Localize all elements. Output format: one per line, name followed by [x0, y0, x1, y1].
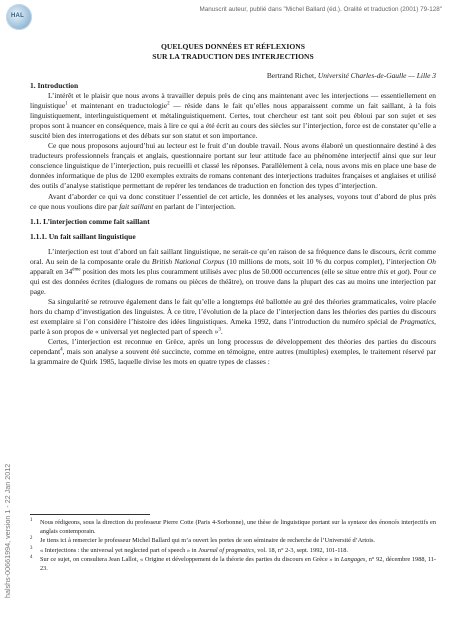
- title-line-2: SUR LA TRADUCTION DES INTERJECTIONS: [152, 52, 314, 61]
- author-line: [30, 71, 436, 81]
- paragraph-1: L’intérêt et le plaisir que nous avons à travailler depuis près de cinq ans maintenant avec les interjections — essentiellement en linguistique$^1$ et maintenant en traductologie$^2$ — réside dans le fait qu’elles nous apparaissent comme un fait saillant, à la fois linguistiquement, interlinguistiquement et métalinguistiquement. Certes, tout chercheur est tant soit peu ébloui par son sujet et ses propos sont à nuancer en conséquence, mais à lire ce qui a été écrit au cours des siècles sur l’interjection, force est de constater qu’elle a suscité bien des interrogations et des débats sur son statut et son importance.: [30, 91, 436, 141]
- footnotes: [30, 514, 436, 575]
- footnote-ref-3: 3: [218, 327, 221, 333]
- title-line-1: QUELQUES DONNÉES ET RÉFLEXIONS: [161, 42, 305, 51]
- side-identifier-text: halshs-00661994, version 1 - 22 Jan 2012: [3, 463, 12, 598]
- footnote-ref-1: 1: [65, 101, 68, 107]
- paragraph-4: L’interjection est tout d’abord un fait saillant linguistique, ne serait-ce qu’en raison de sa fréquence dans le discours, écrit comme oral. Au sein de la composante orale du British National Corpus (10 millions de mots, soit 10 % du corpus complet), l’interjection Oh apparaît en 34ème position des mots les plus couramment utilisés avec plus de 50.000 occurrences (elle se situe entre this et got). Pour ce qui est des données écrites (dialogues de romans ou pièces de théâtre), on trouve dans la plupart des cas au moins une interjection par page.: [30, 246, 436, 296]
- document-title: [30, 42, 436, 62]
- section-heading-1-1-1: 1.1.1. Un fait saillant linguistique: [30, 231, 136, 241]
- footnote-ref-2: 2: [167, 101, 170, 107]
- document-body: [30, 42, 436, 367]
- footnote-ref-4: 4: [60, 347, 63, 353]
- paragraph-3: Avant d’aborder ce qui va donc constituer l’essentiel de cet article, les données et les analyses, voyons tout d’abord de plus près ce que nous voulions dire par fait saillant en parlant de l’interjection.: [30, 191, 436, 211]
- section-heading-1-1: 1.1. L’interjection comme fait saillant: [30, 216, 150, 226]
- author-name: Bertrand Richet,: [266, 71, 318, 80]
- paragraph-2: Ce que nous proposons aujourd’hui au lecteur est le fruit d’un double travail. Nous avons élaboré un questionnaire destiné à des traducteurs professionnels français et anglais, questionnaire portant sur leur attitude face au phénomène interjectif ainsi que sur leur conscience linguistique de l’interjection, puis recueilli et classé les réponses. Parallèlement à cela, nous avons mis en place une base de données informatique de plus de 1200 exemples extraits de romans contenant des interjections traduites françaises et anglaises et utilisé des outils d’analyse statistique permettant de repérer les tendances de traduction en fonction des types d’interjection.: [30, 141, 436, 191]
- manuscript-header-note: Manuscrit auteur, publié dans "Michel Ballard (éd.). Oralité et traduction (2001) 79-128": [199, 6, 442, 13]
- paragraph-6: Certes, l’interjection est reconnue en Grèce, après un long processus de développement des théories des parties du discours cependant$^4$, mais son analyse a souvent été succincte, comme en témoigne, entre autres (multiples) exemples, le traitement réservé par la grammaire de Quirk 1985, laquelle divise les mots en quatre types de classes :: [30, 337, 436, 367]
- footnote-1: 1 Nous rédigeons, sous la direction du professeur Pierre Cotte (Paris 4-Sorbonne), une thèse de linguistique portant sur la syntaxe des énoncés interjectifs en anglais contemporain.: [30, 518, 436, 535]
- footnote-rule: [30, 514, 150, 515]
- hal-logo-text: HAL: [11, 13, 24, 19]
- side-identifier: [2, 128, 12, 598]
- author-affiliation: Université Charles-de-Gaulle — Lille 3: [317, 71, 436, 80]
- section-heading-introduction: 1. Introduction: [30, 81, 79, 91]
- footnote-2: 2 Je tiens ici à remercier le professeur Michel Ballard qui m’a ouvert les portes de son séminaire de recherche de l’Université d’Artois.: [30, 536, 376, 545]
- hal-logo: [6, 4, 32, 30]
- paragraph-5: Sa singularité se retrouve également dans le fait qu’elle a longtemps été ballottée au gré des théories grammaticales, voire placée hors du champ d’investigation des linguistes. À ce titre, l’évolution de la place de l’interjection dans les théories des parties du discours est exemplaire si l’on considère l’histoire des idées linguistiques. Ameka 1992, dans l’introduction du numéro spécial de Pragmatics, parle à son propos de « universal yet neglected part of speech »$^3$.: [30, 296, 436, 336]
- footnote-4: 4 Sur ce sujet, on consultera Jean Lallot, « Origine et développement de la théorie des parties du discours en Grèce » in Langages, n° 92, décembre 1988, 11-23.: [30, 555, 436, 572]
- footnote-3: 3 « Interjections : the universal yet neglected part of speech » in Journal of pragmatics, vol. 18, n° 2-3, sept. 1992, 101-118.: [30, 545, 348, 554]
